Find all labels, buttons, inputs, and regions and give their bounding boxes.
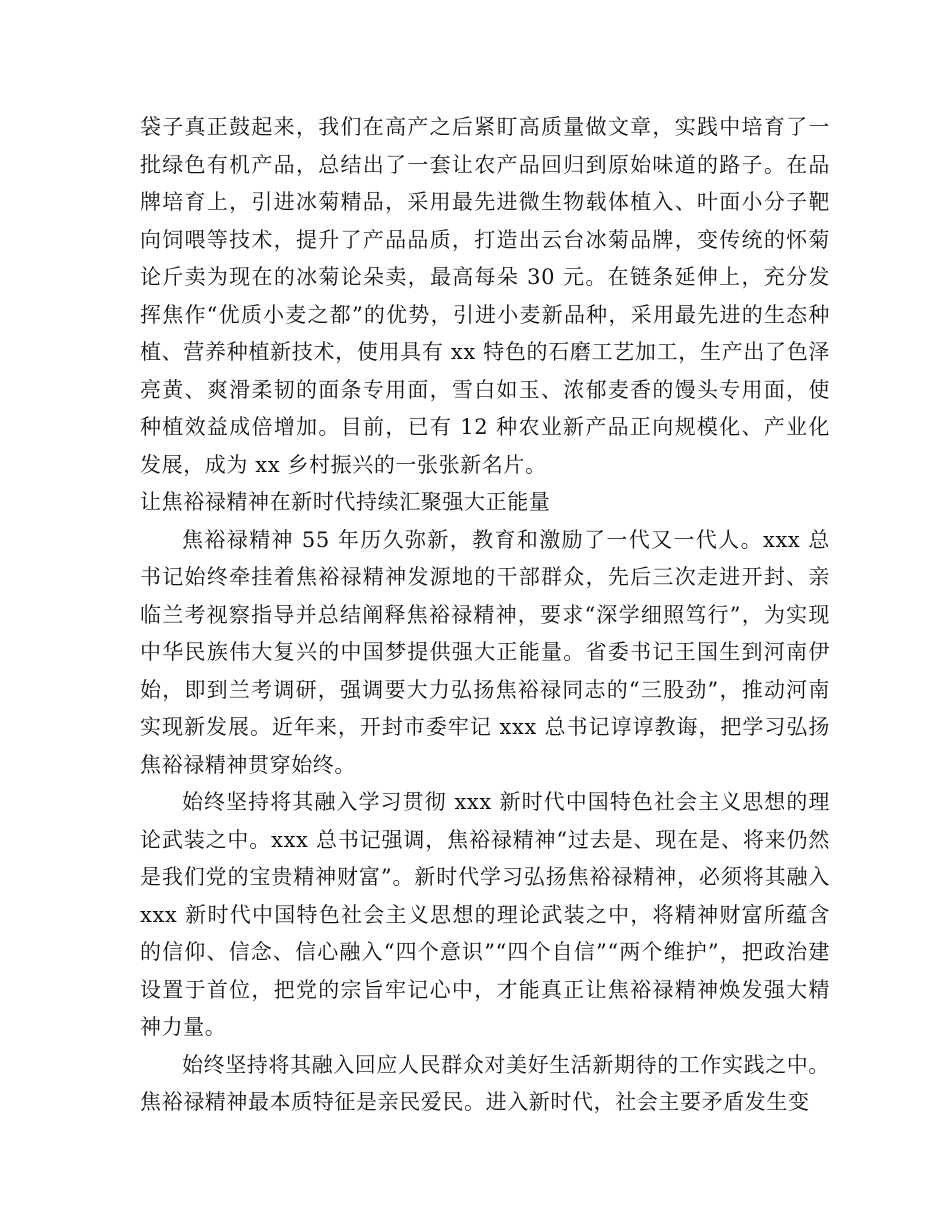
section-heading: 让焦裕禄精神在新时代持续汇聚强大正能量 xyxy=(140,490,551,514)
paragraph-theory: 始终坚持将其融入学习贯彻 xxx 新时代中国特色社会主义思想的理论武装之中。xxx 总书记强调，焦裕禄精神“过去是、现在是、将来仍然是我们党的宝贵精神财富”。新时代学习弘扬焦裕禄精神，必须将其融入 xxx 新时代中国特色社会主义思想的理论武装之中，将精神财富所蕴含的信仰、信念、信心融入“四个意识”“四个自信”“两个维护”，把政治建设置于首位，把党的宗旨牢记心中，才能真正让焦裕禄精神焕发强大精神力量。 xyxy=(140,790,838,1039)
document-body xyxy=(140,109,838,1122)
paragraph-practice: 始终坚持将其融入回应人民群众对美好生活新期待的工作实践之中。焦裕禄精神最本质特征是亲民爱民。进入新时代，社会主要矛盾发生变 xyxy=(140,1052,830,1114)
paragraph-continuation: 袋子真正鼓起来，我们在高产之后紧盯高质量做文章，实践中培育了一批绿色有机产品，总结出了一套让农产品回归到原始味道的路子。在品牌培育上，引进冰菊精品，采用最先进微生物载体植入、叶面小分子靶向饲喂等技术，提升了产品品质，打造出云台冰菊品牌，变传统的怀菊论斤卖为现在的冰菊论朵卖，最高每朵 30 元。在链条延伸上，充分发挥焦作“优质小麦之都”的优势，引进小麦新品种，采用最先进的生态种植、营养种植新技术，使用具有 xx 特色的石磨工艺加工，生产出了色泽亮黄、爽滑柔韧的面条专用面，雪白如玉、浓郁麦香的馒头专用面，使种植效益成倍增加。目前，已有 12 种农业新产品正向规模化、产业化发展，成为 xx 乡村振兴的一张张新名片。 xyxy=(140,115,830,477)
paragraph-intro: 焦裕禄精神 55 年历久弥新，教育和激励了一代又一代人。xxx 总书记始终牵挂着焦裕禄精神发源地的干部群众，先后三次走进开封、亲临兰考视察指导并总结阐释焦裕禄精神，要求“深学细照笃行”，为实现中华民族伟大复兴的中国梦提供强大正能量。省委书记王国生到河南伊始，即到兰考调研，强调要大力弘扬焦裕禄同志的“三股劲”，推动河南实现新发展。近年来，开封市委牢记 xxx 总书记谆谆教诲，把学习弘扬焦裕禄精神贯穿始终。 xyxy=(140,527,830,777)
